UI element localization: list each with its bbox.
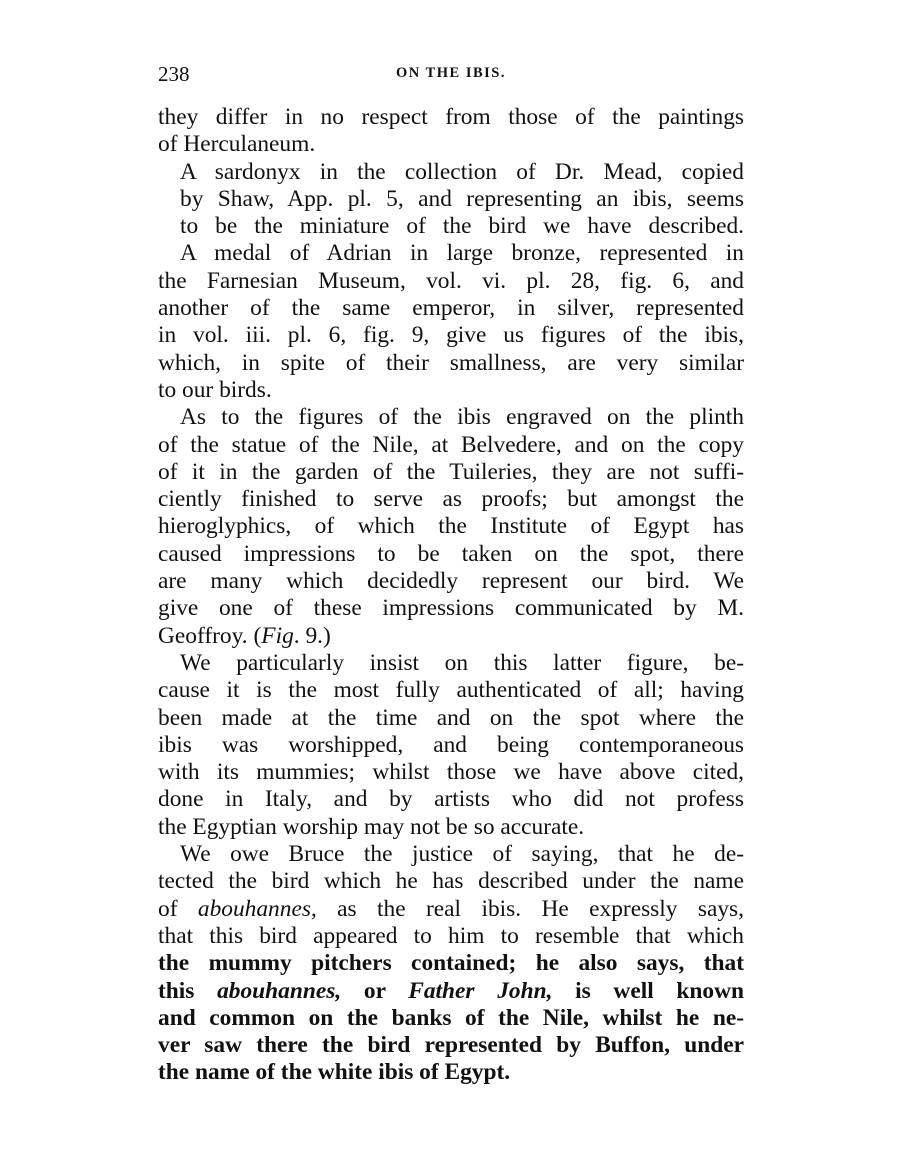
text-line: with its mummies; whilst those we have above cited, [158,759,744,786]
text-line: and common on the banks of the Nile, whilst he ne- [158,1004,744,1031]
text-line: that this bird appeared to him to resemble that which [158,922,744,949]
paragraph-1 [158,104,744,159]
text-line: in vol. iii. pl. 6, fig. 9, give us figures of the ibis, [158,322,744,349]
book-page [158,62,744,1087]
text-line: the name of the white ibis of Egypt. [158,1059,511,1086]
running-title: ON THE IBIS. [395,65,506,81]
text-fragment: . 9.) [293,622,331,649]
italic-term: abouhannes, [217,977,342,1004]
paragraph-4 [158,404,744,650]
paragraph-6 [158,841,744,1087]
running-head [158,62,744,92]
text-line: We particularly insist on this latter figure, be- [180,649,744,676]
text-line: which, in spite of their smallness, are very similar [158,349,744,376]
text-line: are many which decidedly represent our bird. We [158,568,744,595]
text-fragment: this [158,977,218,1004]
text-line: the mummy pitchers contained; he also says, that [158,950,744,977]
text-line [158,896,744,923]
text-line: of the statue of the Nile, at Belvedere, and on the copy [158,431,744,458]
text-line: done in Italy, and by artists who did not profess [158,786,744,813]
text-line: tected the bird which he has described under the name [158,868,744,895]
text-line: A sardonyx in the collection of Dr. Mead, copied [180,158,744,185]
body-text [158,104,744,1087]
text-line [158,978,744,1005]
text-line: another of the same emperor, in silver, represented [158,295,744,322]
text-fragment: or [341,977,409,1004]
text-line: they differ in no respect from those of the paintings [158,104,744,130]
text-line: by Shaw, App. pl. 5, and representing an ibis, seems [180,185,744,212]
text-line [158,623,744,650]
text-line: ver saw there the bird represented by Buffon, under [158,1032,744,1059]
figure-reference: Fig [261,622,294,649]
text-line: to be the miniature of the bird we have described. [180,213,744,240]
text-line: We owe Bruce the justice of saying, that he de- [180,841,744,868]
text-line: hieroglyphics, of which the Institute of Egypt has [158,513,744,540]
text-line: cause it is the most fully authenticated of all; having [158,677,744,704]
text-line: caused impressions to be taken on the spot, there [158,540,744,567]
text-line: the Egyptian worship may not be so accurate. [158,813,585,840]
text-line: of Herculaneum. [158,131,316,158]
paragraph-3 [158,240,744,404]
text-fragment: Geoffroy. ( [158,622,262,649]
italic-term: Father John, [408,977,553,1004]
paragraph-5 [158,650,744,841]
text-line: As to the figures of the ibis engraved on the plinth [180,404,744,431]
text-line: the Farnesian Museum, vol. vi. pl. 28, fig. 6, and [158,267,744,294]
text-line: of it in the garden of the Tuileries, they are not suffi- [158,458,744,485]
text-line: A medal of Adrian in large bronze, represented in [180,240,744,267]
paragraph-2 [158,159,744,241]
text-fragment: as the real ibis. He expressly says, [316,895,744,922]
italic-term: abouhannes, [197,895,317,922]
text-line: to our birds. [158,376,272,403]
text-fragment: is well known [552,977,744,1004]
text-line: ibis was worshipped, and being contemporaneous [158,731,744,758]
text-fragment: of [158,895,198,922]
page-number: 238 [158,62,190,86]
text-line: ciently finished to serve as proofs; but amongst the [158,486,744,513]
text-line: give one of these impressions communicated by M. [158,595,744,622]
text-line: been made at the time and on the spot where the [158,704,744,731]
